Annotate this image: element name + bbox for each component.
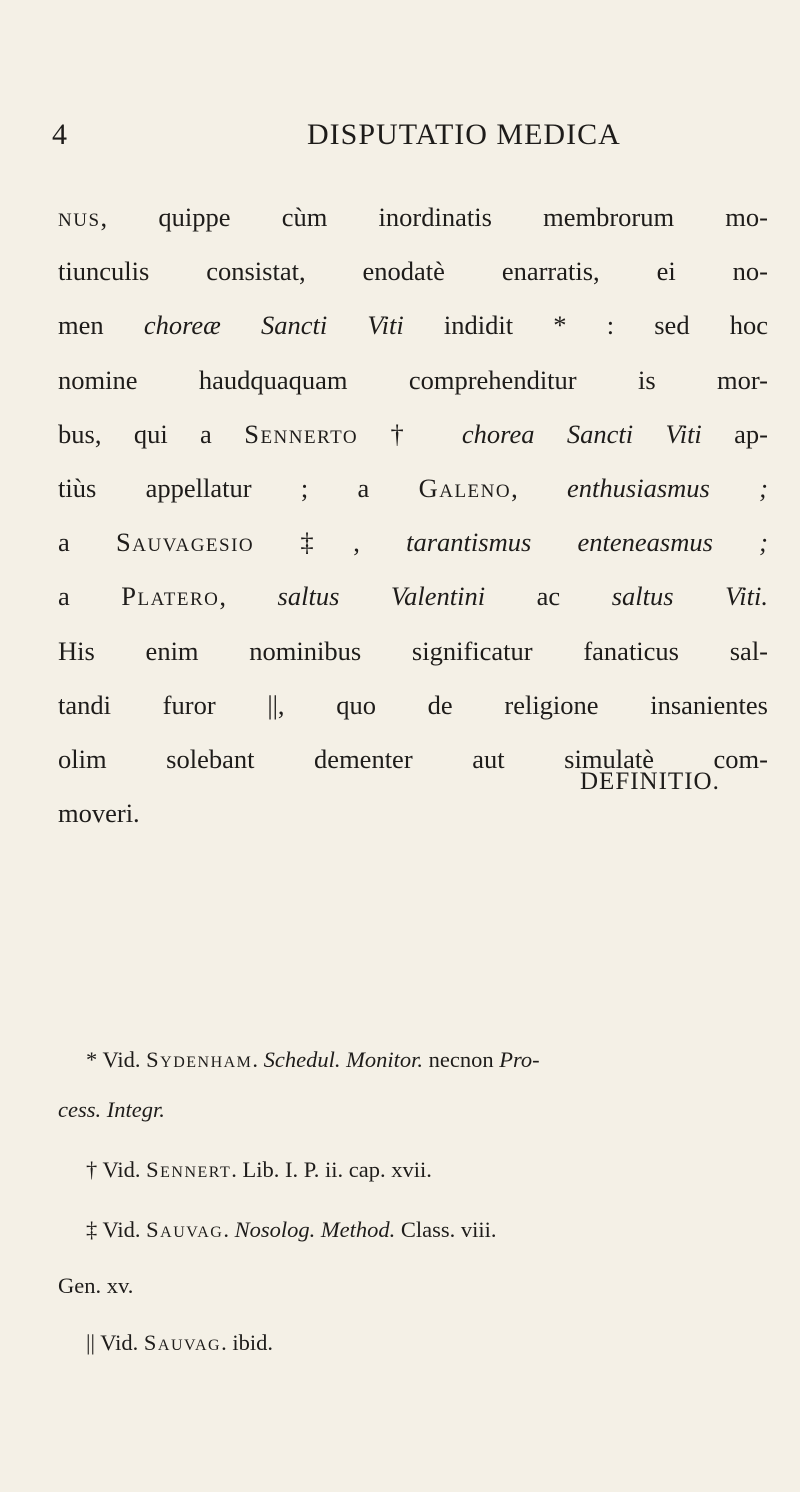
text-run: ,: [219, 581, 278, 612]
text-run: . Lib. I. P. ii. cap. xvii.: [231, 1157, 432, 1182]
italic-term: Pro-: [499, 1047, 540, 1072]
body-text: [58, 190, 768, 840]
italic-term: Nosolog. Method.: [234, 1217, 396, 1242]
page-header: [52, 118, 752, 162]
text-run: Class. viii.: [395, 1217, 497, 1242]
text-line: [58, 569, 768, 623]
text-run: * Vid.: [86, 1047, 147, 1072]
text-line: [58, 624, 768, 678]
author-name: Galeno: [418, 472, 512, 503]
italic-term: choreæ Sancti Viti: [143, 310, 404, 341]
text-run: , quippe cùm inordinatis membrorum mo-: [100, 202, 768, 232]
text-run: His enim nominibus significatur fanaticus sal-: [58, 635, 768, 666]
text-run: men: [58, 310, 144, 341]
text-line: [58, 678, 768, 732]
italic-term: enthusiasmus ;: [567, 472, 768, 503]
text-line: [58, 461, 768, 515]
text-run: ‡,: [254, 527, 407, 558]
text-line: [58, 244, 768, 298]
author-name: Sennerto: [244, 418, 359, 449]
text-run: .: [252, 1047, 264, 1072]
italic-term: chorea Sancti Viti: [461, 418, 702, 449]
text-line: [58, 515, 768, 569]
author-name: Sauvag: [146, 1217, 224, 1242]
italic-term: cess. Integr.: [58, 1097, 165, 1122]
footnote-sauvages-ibid: [86, 1330, 273, 1356]
author-name: Sennert: [146, 1157, 232, 1182]
italic-term: tarantismus enteneasmus ;: [406, 527, 768, 558]
italic-term: saltus Viti.: [611, 581, 768, 612]
italic-term: saltus Valentini: [277, 581, 486, 612]
text-run: necnon: [423, 1047, 500, 1072]
text-run: tandi furor ||, quo de religione insanientes: [58, 689, 768, 720]
text-run: indidit * : sed hoc: [403, 310, 768, 341]
footnote-sennert: [86, 1157, 432, 1183]
italic-term: Schedul. Monitor.: [263, 1047, 424, 1072]
text-run: olim solebant dementer aut simulatè com-: [58, 743, 768, 774]
text-run: nomine haudquaquam comprehenditur is mor-: [58, 364, 768, 395]
text-run: bus, qui a: [58, 418, 245, 449]
footnote-sydenham-continued: [58, 1097, 165, 1123]
text-run: tiunculis consistat, enodatè enarratis, ei no-: [58, 256, 768, 287]
text-run: †: [358, 418, 462, 449]
author-name: Sauvagesio: [116, 527, 255, 558]
text-run: . ibid.: [221, 1330, 274, 1355]
text-run: tiùs appellatur ; a: [58, 472, 419, 503]
text-run: .: [223, 1217, 235, 1242]
text-run: a: [58, 527, 117, 558]
text-run: Gen. xv.: [58, 1273, 134, 1298]
section-heading: DEFINITIO.: [580, 768, 720, 795]
footnote-sauvages-continued: [58, 1273, 133, 1299]
running-title: DISPUTATIO MEDICA: [307, 118, 621, 151]
author-name: Platero: [121, 581, 220, 612]
text-run: ac: [485, 581, 612, 612]
text-run: || Vid.: [86, 1330, 144, 1355]
text-line: [58, 407, 768, 461]
author-name: Sydenham: [146, 1047, 253, 1072]
text-run: ap-: [701, 418, 768, 449]
page-number: 4: [52, 118, 68, 151]
text-line: [58, 298, 768, 352]
author-name: Sauvag: [143, 1330, 222, 1355]
footnote-sydenham: [86, 1047, 540, 1073]
text-line: [58, 353, 768, 407]
text-run: ,: [511, 472, 568, 503]
text-run: moveri.: [58, 798, 140, 829]
text-run: † Vid.: [86, 1157, 147, 1182]
text-line: [58, 190, 768, 244]
text-run: a: [58, 581, 122, 612]
footnote-sauvages: [86, 1217, 497, 1243]
text-run: ‡ Vid.: [86, 1217, 147, 1242]
author-name: nus: [58, 202, 101, 232]
